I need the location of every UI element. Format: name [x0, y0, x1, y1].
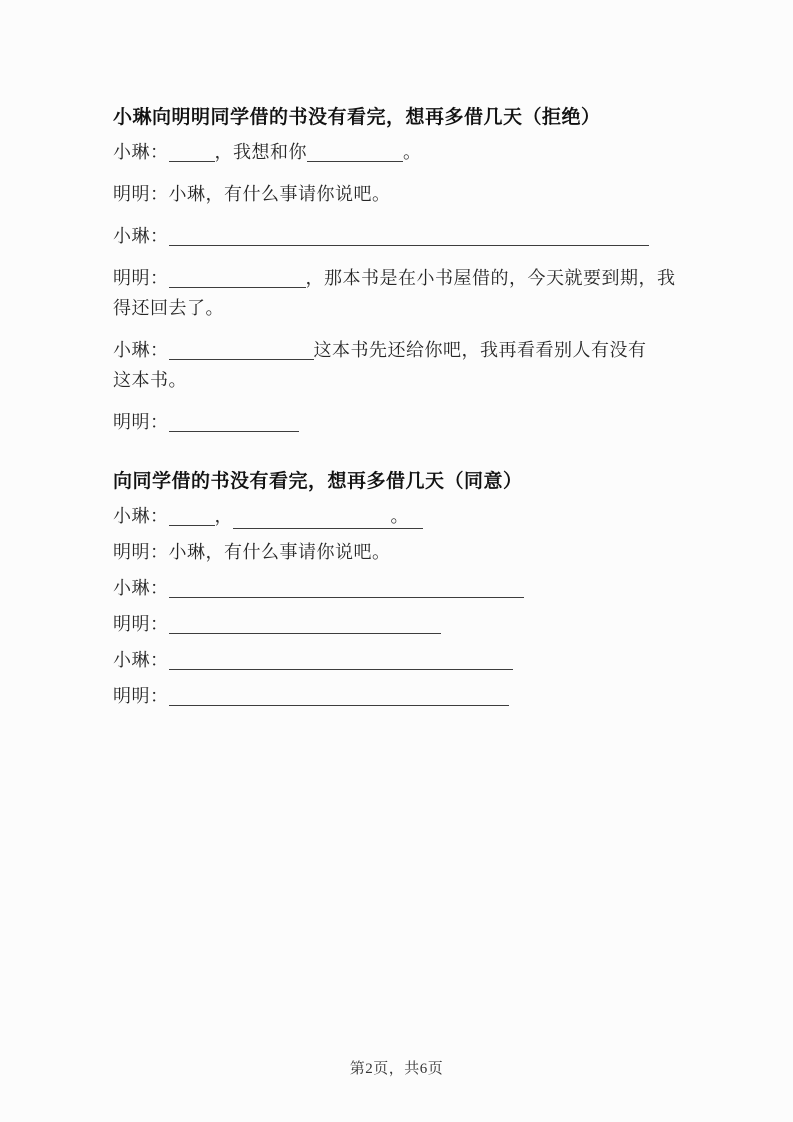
dialogue-line	[113, 681, 689, 711]
dialogue-line	[113, 645, 689, 675]
dialogue-line	[113, 609, 689, 639]
speaker-label: 明明：	[113, 686, 169, 706]
fill-blank: 。	[233, 504, 423, 529]
section-heading: 向同学借的书没有看完，想再多借几天（同意）	[113, 471, 523, 492]
fill-blank	[169, 652, 513, 670]
dialogue-text: 小琳，有什么事请你说吧。	[168, 184, 391, 204]
fill-blank	[169, 270, 306, 288]
dialogue-text: ，那本书是在小书屋借的，今天就要到期，我	[305, 268, 676, 288]
speaker-label: 明明：	[113, 614, 169, 634]
dialogue-text: 这本书。	[113, 370, 187, 390]
speaker-label: 明明：	[113, 412, 169, 432]
dialogue-line	[113, 537, 689, 567]
fill-blank	[169, 688, 509, 706]
speaker-label: 明明：	[113, 184, 169, 204]
dialogue-line	[113, 221, 689, 251]
dialogue-line	[113, 573, 689, 603]
fill-blank	[169, 144, 215, 162]
speaker-label: 小琳：	[113, 142, 169, 162]
speaker-label: 小琳：	[113, 340, 169, 360]
fill-blank	[169, 414, 299, 432]
dialogue-text: ，我想和你	[214, 142, 307, 162]
dialogue-text: ，	[214, 506, 233, 526]
fill-blank	[307, 144, 403, 162]
dialogue-section	[113, 103, 689, 437]
dialogue-line	[113, 407, 689, 437]
speaker-label: 明明：	[113, 542, 169, 562]
speaker-label: 明明：	[113, 268, 169, 288]
speaker-label: 小琳：	[113, 506, 169, 526]
dialogue-line	[113, 263, 689, 323]
fill-blank	[169, 342, 314, 360]
dialogue-text: 这本书先还给你吧，我再看看别人有没有	[313, 340, 647, 360]
worksheet-content	[113, 103, 689, 717]
dialogue-text: 。	[403, 142, 422, 162]
dialogue-line	[113, 501, 689, 531]
dialogue-line	[113, 335, 689, 395]
section-heading: 小琳向明明同学借的书没有看完，想再多借几天（拒绝）	[113, 107, 601, 128]
dialogue-text: 小琳，有什么事请你说吧。	[168, 542, 391, 562]
speaker-label: 小琳：	[113, 650, 169, 670]
fill-blank	[169, 508, 215, 526]
fill-blank	[169, 580, 524, 598]
dialogue-text: 得还回去了。	[113, 298, 224, 318]
fill-blank	[169, 228, 649, 246]
dialogue-line	[113, 137, 689, 167]
speaker-label: 小琳：	[113, 226, 169, 246]
dialogue-section	[113, 467, 689, 711]
speaker-label: 小琳：	[113, 578, 169, 598]
fill-blank	[169, 616, 441, 634]
page-footer: 第2页，共6页	[349, 1061, 444, 1077]
dialogue-line	[113, 179, 689, 209]
